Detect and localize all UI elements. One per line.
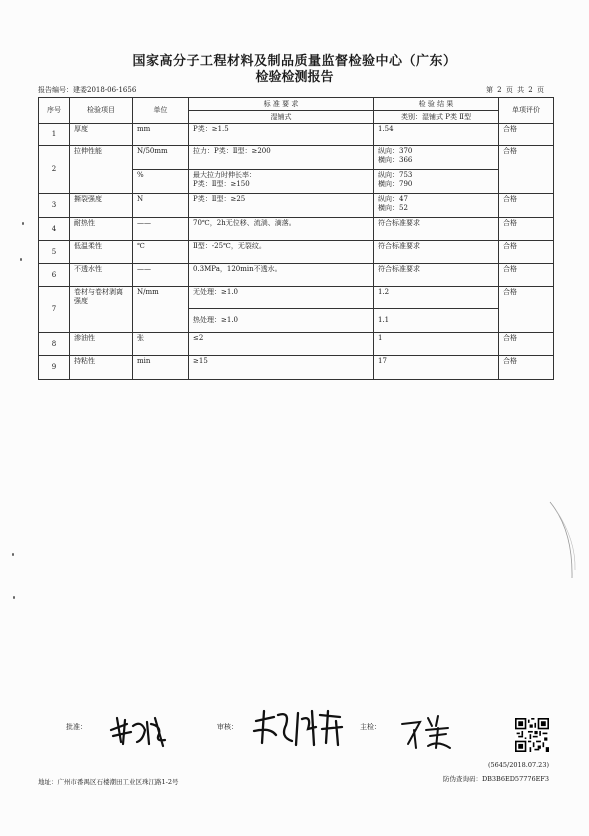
approve-label: 批准： [66, 723, 87, 731]
row-item: 不透水性 [70, 264, 133, 287]
row-result [374, 146, 499, 170]
row-result: 符合标准要求 [374, 241, 499, 264]
row-no: 9 [39, 356, 70, 380]
row-requirement: 70℃，2h无位移、流淌、滴落。 [189, 218, 374, 241]
row-item: 耐热性 [70, 218, 133, 241]
header-standard-sub: 湿铺式 [189, 111, 374, 124]
result-transverse: 横向：790 [378, 180, 413, 188]
row-no: 6 [39, 264, 70, 287]
row-no: 5 [39, 241, 70, 264]
staple-mark [548, 500, 578, 580]
row-eval: 合格 [499, 264, 554, 287]
inspector-signature [398, 712, 468, 752]
requirement-line: P类：Ⅱ型：≥150 [193, 180, 250, 188]
report-code: (5645/2018.07.23) [487, 761, 549, 769]
row-result: 1.1 [374, 309, 499, 333]
row-result: 1.54 [374, 124, 499, 146]
row-eval: 合格 [499, 218, 554, 241]
header-standard: 标 准 要 求 [189, 98, 374, 111]
row-unit: % [133, 170, 189, 194]
row-requirement: 热处理：≥1.0 [189, 309, 374, 333]
row-no: 7 [39, 287, 70, 333]
row-item: 撕裂强度 [70, 194, 133, 218]
row-eval: 合格 [499, 194, 554, 218]
table-row [39, 264, 554, 287]
row-eval: 合格 [499, 124, 554, 146]
row-unit: N/50mm [133, 146, 189, 170]
approver-signature [105, 712, 175, 748]
row-unit: N [133, 194, 189, 218]
header-result-sub: 类别：湿铺式 P类 Ⅱ型 [374, 111, 499, 124]
report-title: 检验检测报告 [255, 70, 334, 85]
row-item: 厚度 [70, 124, 133, 146]
row-requirement: 0.3MPa，120min不透水。 [189, 264, 374, 287]
row-no: 2 [39, 146, 70, 194]
row-unit: mm [133, 124, 189, 146]
table-row [39, 124, 554, 146]
table-header-row [39, 98, 554, 111]
row-eval: 合格 [499, 241, 554, 264]
result-transverse: 横向：52 [378, 204, 408, 212]
test-results-table [38, 97, 554, 380]
address: 地址：广州市番禺区石楼潮田工业区珠江路1-2号 [38, 778, 179, 786]
row-requirement: P类：≥1.5 [189, 124, 374, 146]
row-unit: N/mm [133, 287, 189, 333]
row-result: 17 [374, 356, 499, 380]
result-longitudinal: 纵向：370 [378, 147, 413, 155]
report-number: 报告编号：建委2018-06-1656 [38, 86, 137, 94]
row-result: 符合标准要求 [374, 264, 499, 287]
table-row [39, 333, 554, 356]
row-requirement: P类：Ⅱ型：≥25 [189, 194, 374, 218]
row-unit: —— [133, 218, 189, 241]
header-eval: 单项评价 [499, 98, 554, 124]
scan-speck [20, 258, 22, 261]
reviewer-signature [250, 707, 350, 749]
row-result: 1 [374, 333, 499, 356]
result-longitudinal: 纵向：753 [378, 171, 413, 179]
row-result: 符合标准要求 [374, 218, 499, 241]
center-title: 国家高分子工程材料及制品质量监督检验中心（广东） [132, 54, 457, 69]
table-row [39, 287, 554, 309]
row-result: 1.2 [374, 287, 499, 309]
result-transverse: 横向：366 [378, 156, 413, 164]
row-requirement: ≤2 [189, 333, 374, 356]
row-unit: ℃ [133, 241, 189, 264]
row-eval: 合格 [499, 146, 554, 194]
header-no: 序号 [39, 98, 70, 124]
row-item: 低温柔性 [70, 241, 133, 264]
header-result: 检 验 结 果 [374, 98, 499, 111]
row-no: 3 [39, 194, 70, 218]
row-requirement: 无处理：≥1.0 [189, 287, 374, 309]
row-requirement [189, 170, 374, 194]
row-result [374, 170, 499, 194]
row-no: 4 [39, 218, 70, 241]
scan-speck [12, 553, 14, 556]
inspect-label: 主检： [360, 723, 381, 731]
row-item: 持粘性 [70, 356, 133, 380]
row-item: 卷材与卷材剥离强度 [70, 287, 133, 333]
scan-speck [13, 596, 15, 599]
table-row [39, 356, 554, 380]
row-no: 1 [39, 124, 70, 146]
row-unit: 张 [133, 333, 189, 356]
page-indicator: 第 2 页 共 2 页 [485, 86, 544, 94]
row-result [374, 194, 499, 218]
anti-fake-code: 防伪查询码：DB3B6ED57776EF3 [442, 775, 549, 783]
table-row [39, 218, 554, 241]
row-eval: 合格 [499, 333, 554, 356]
row-requirement: ≥15 [189, 356, 374, 380]
row-unit: min [133, 356, 189, 380]
table-row [39, 241, 554, 264]
header-unit: 单位 [133, 98, 189, 124]
header-item: 检验项目 [70, 98, 133, 124]
scan-speck [22, 222, 24, 225]
row-no: 8 [39, 333, 70, 356]
row-requirement: 拉力：P类：Ⅱ型：≥200 [189, 146, 374, 170]
qr-code [515, 718, 549, 752]
row-requirement: Ⅱ型：-25℃，无裂纹。 [189, 241, 374, 264]
row-eval: 合格 [499, 356, 554, 380]
review-label: 审核： [217, 723, 238, 731]
row-eval: 合格 [499, 287, 554, 333]
table-row [39, 146, 554, 170]
result-longitudinal: 纵向：47 [378, 195, 408, 203]
row-unit: —— [133, 264, 189, 287]
requirement-line: 最大拉力时伸长率： [193, 171, 256, 179]
table-row [39, 194, 554, 218]
row-item: 拉伸性能 [70, 146, 133, 194]
row-item: 渗油性 [70, 333, 133, 356]
